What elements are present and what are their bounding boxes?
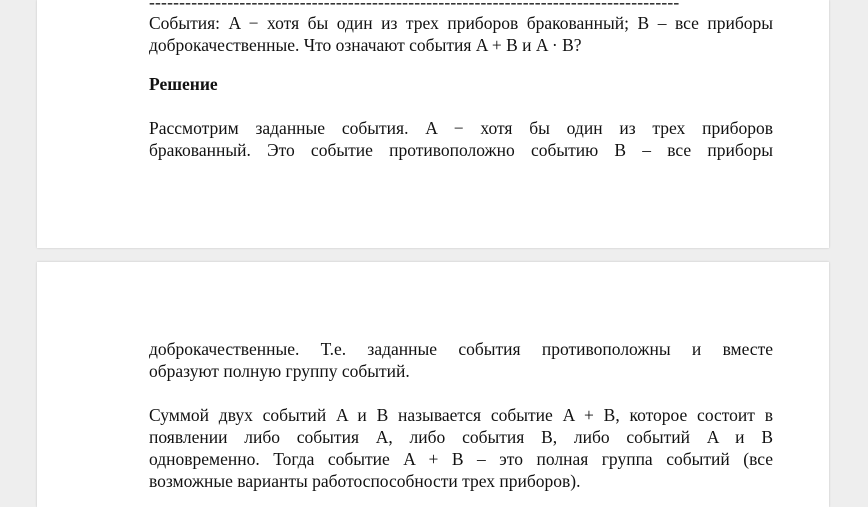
continuation-text-line-1: доброкачественные. Т.е. заданные события противоположны и вместе (149, 339, 773, 359)
problem-text-line-1: События: A − хотя бы один из трех приборов бракованный; B – все приборы (149, 13, 773, 33)
paragraph-gap (149, 382, 773, 404)
document-page-1 (37, 0, 829, 248)
sum-definition-line-1: Суммой двух событий A и B называется событие A + B, которое состоит в (149, 405, 773, 425)
problem-text-line-2: доброкачественные. Что означают события A + B и A · B? (149, 35, 582, 55)
solution-text-line-2: бракованный. Это событие противоположно событию B – все приборы (149, 140, 773, 160)
sum-definition-line-4: возможные варианты работоспособности трех приборов). (149, 471, 581, 491)
solution-text-line-1: Рассмотрим заданные события. A − хотя бы один из трех приборов (149, 118, 773, 138)
solution-heading: Решение (149, 74, 218, 94)
page-1-content (149, 0, 773, 161)
document-page-2 (37, 262, 829, 507)
sum-definition-line-3: одновременно. Тогда событие A + B – это полная группа событий (все (149, 449, 773, 469)
continuation-text-line-2: образуют полную группу событий. (149, 361, 410, 381)
page-2-content (149, 338, 773, 492)
separator-line (149, 0, 773, 8)
sum-definition-line-2: появлении либо события A, либо события B, либо событий A и B (149, 427, 773, 447)
